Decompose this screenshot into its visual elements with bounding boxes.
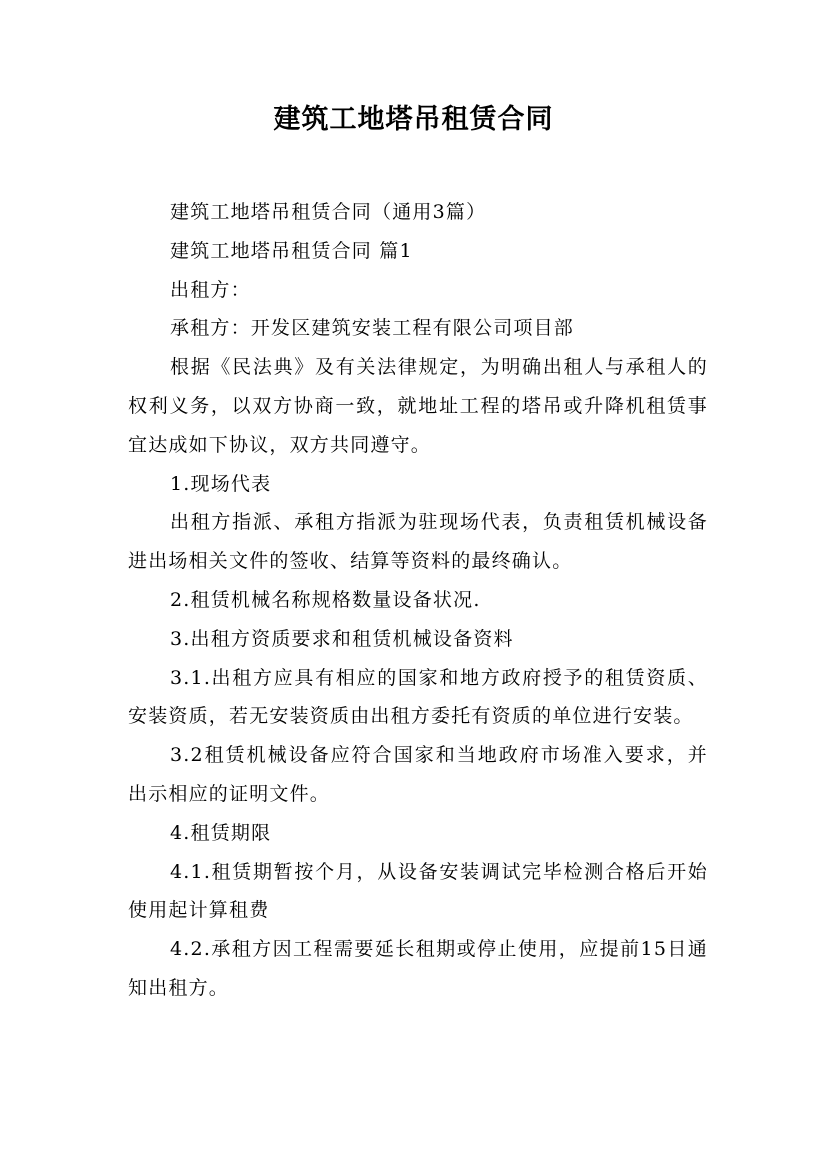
paragraph-article-heading: 建筑工地塔吊租赁合同 篇1 (170, 239, 413, 262)
paragraph-section-1-body: 出租方指派、承租方指派为驻现场代表，负责租赁机械设备进出场相关文件的签收、结算等资料的最终确认。 (128, 511, 708, 573)
paragraph-section-3-2: 3.2租赁机械设备应符合国家和当地政府市场准入要求，并出示相应的证明文件。 (128, 744, 708, 805)
paragraph-section-3-heading: 3.出租方资质要求和租赁机械设备资料 (170, 627, 514, 650)
paragraph-section-4-heading: 4.租赁期限 (170, 821, 272, 844)
document-title: 建筑工地塔吊租赁合同 (273, 104, 554, 135)
paragraph-section-4-2: 4.2.承租方因工程需要延长租期或停止使用，应提前15日通知出租方。 (128, 938, 708, 999)
paragraph-collection-title: 建筑工地塔吊租赁合同（通用3篇） (170, 201, 487, 223)
paragraph-section-1-heading: 1.现场代表 (170, 472, 272, 495)
paragraph-lessee: 承租方：开发区建筑安装工程有限公司项目部 (170, 317, 575, 340)
paragraph-section-2-heading: 2.租赁机械名称规格数量设备状况. (170, 588, 481, 611)
paragraph-preamble: 根据《民法典》及有关法律规定，为明确出租人与承租人的权利义务，以双方协商一致，就地址工程的塔吊或升降机租赁事宜达成如下协议，双方共同遵守。 (128, 356, 708, 456)
document-body (128, 193, 708, 1008)
paragraph-section-3-1: 3.1.出租方应具有相应的国家和地方政府授予的租赁资质、安装资质，若无安装资质由出租方委托有资质的单位进行安装。 (128, 666, 708, 728)
paragraph-lessor: 出租方： (170, 278, 251, 301)
paragraph-section-4-1: 4.1.租赁期暂按个月，从设备安装调试完毕检测合格后开始使用起计算租费 (128, 860, 708, 922)
